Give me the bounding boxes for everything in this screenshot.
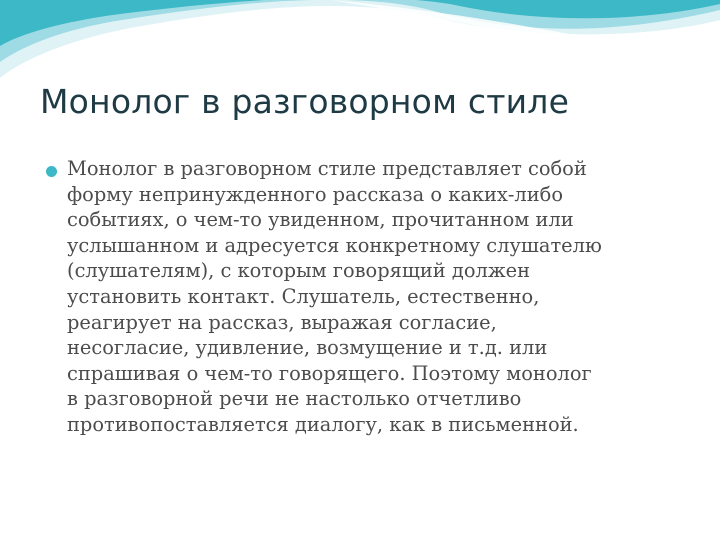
paragraph-line: (слушателям), с которым говорящий должен [67, 259, 531, 283]
paragraph-line: услышанном и адресуется конкретному слушателю [67, 233, 602, 257]
paragraph-line: спрашивая о чем-то говорящего. Поэтому монолог [67, 361, 592, 385]
paragraph-line: в разговорной речи не настолько отчетливо [67, 387, 522, 411]
paragraph-line: реагирует на рассказ, выражая согласие, [67, 310, 497, 334]
paragraph-line: Монолог в разговорном стиле представляет собой [67, 157, 587, 180]
paragraph-line: противопоставляется диалогу, как в письменной. [67, 412, 579, 436]
paragraph-line: несогласие, удивление, возмущение и т.д. или [67, 336, 548, 360]
bullet-item [40, 156, 702, 438]
slide-title: Монолог в разговорном стиле [40, 82, 570, 121]
bullet-paragraph [67, 156, 702, 438]
slide-content [40, 156, 702, 438]
header-wave-decoration [0, 0, 720, 90]
paragraph-line: установить контакт. Слушатель, естественно, [67, 284, 540, 308]
bullet-dot-icon [46, 166, 57, 177]
paragraph-line: событиях, о чем-то увиденном, прочитанном или [67, 208, 574, 232]
paragraph-line: форму непринужденного рассказа о каких-либо [67, 182, 563, 206]
